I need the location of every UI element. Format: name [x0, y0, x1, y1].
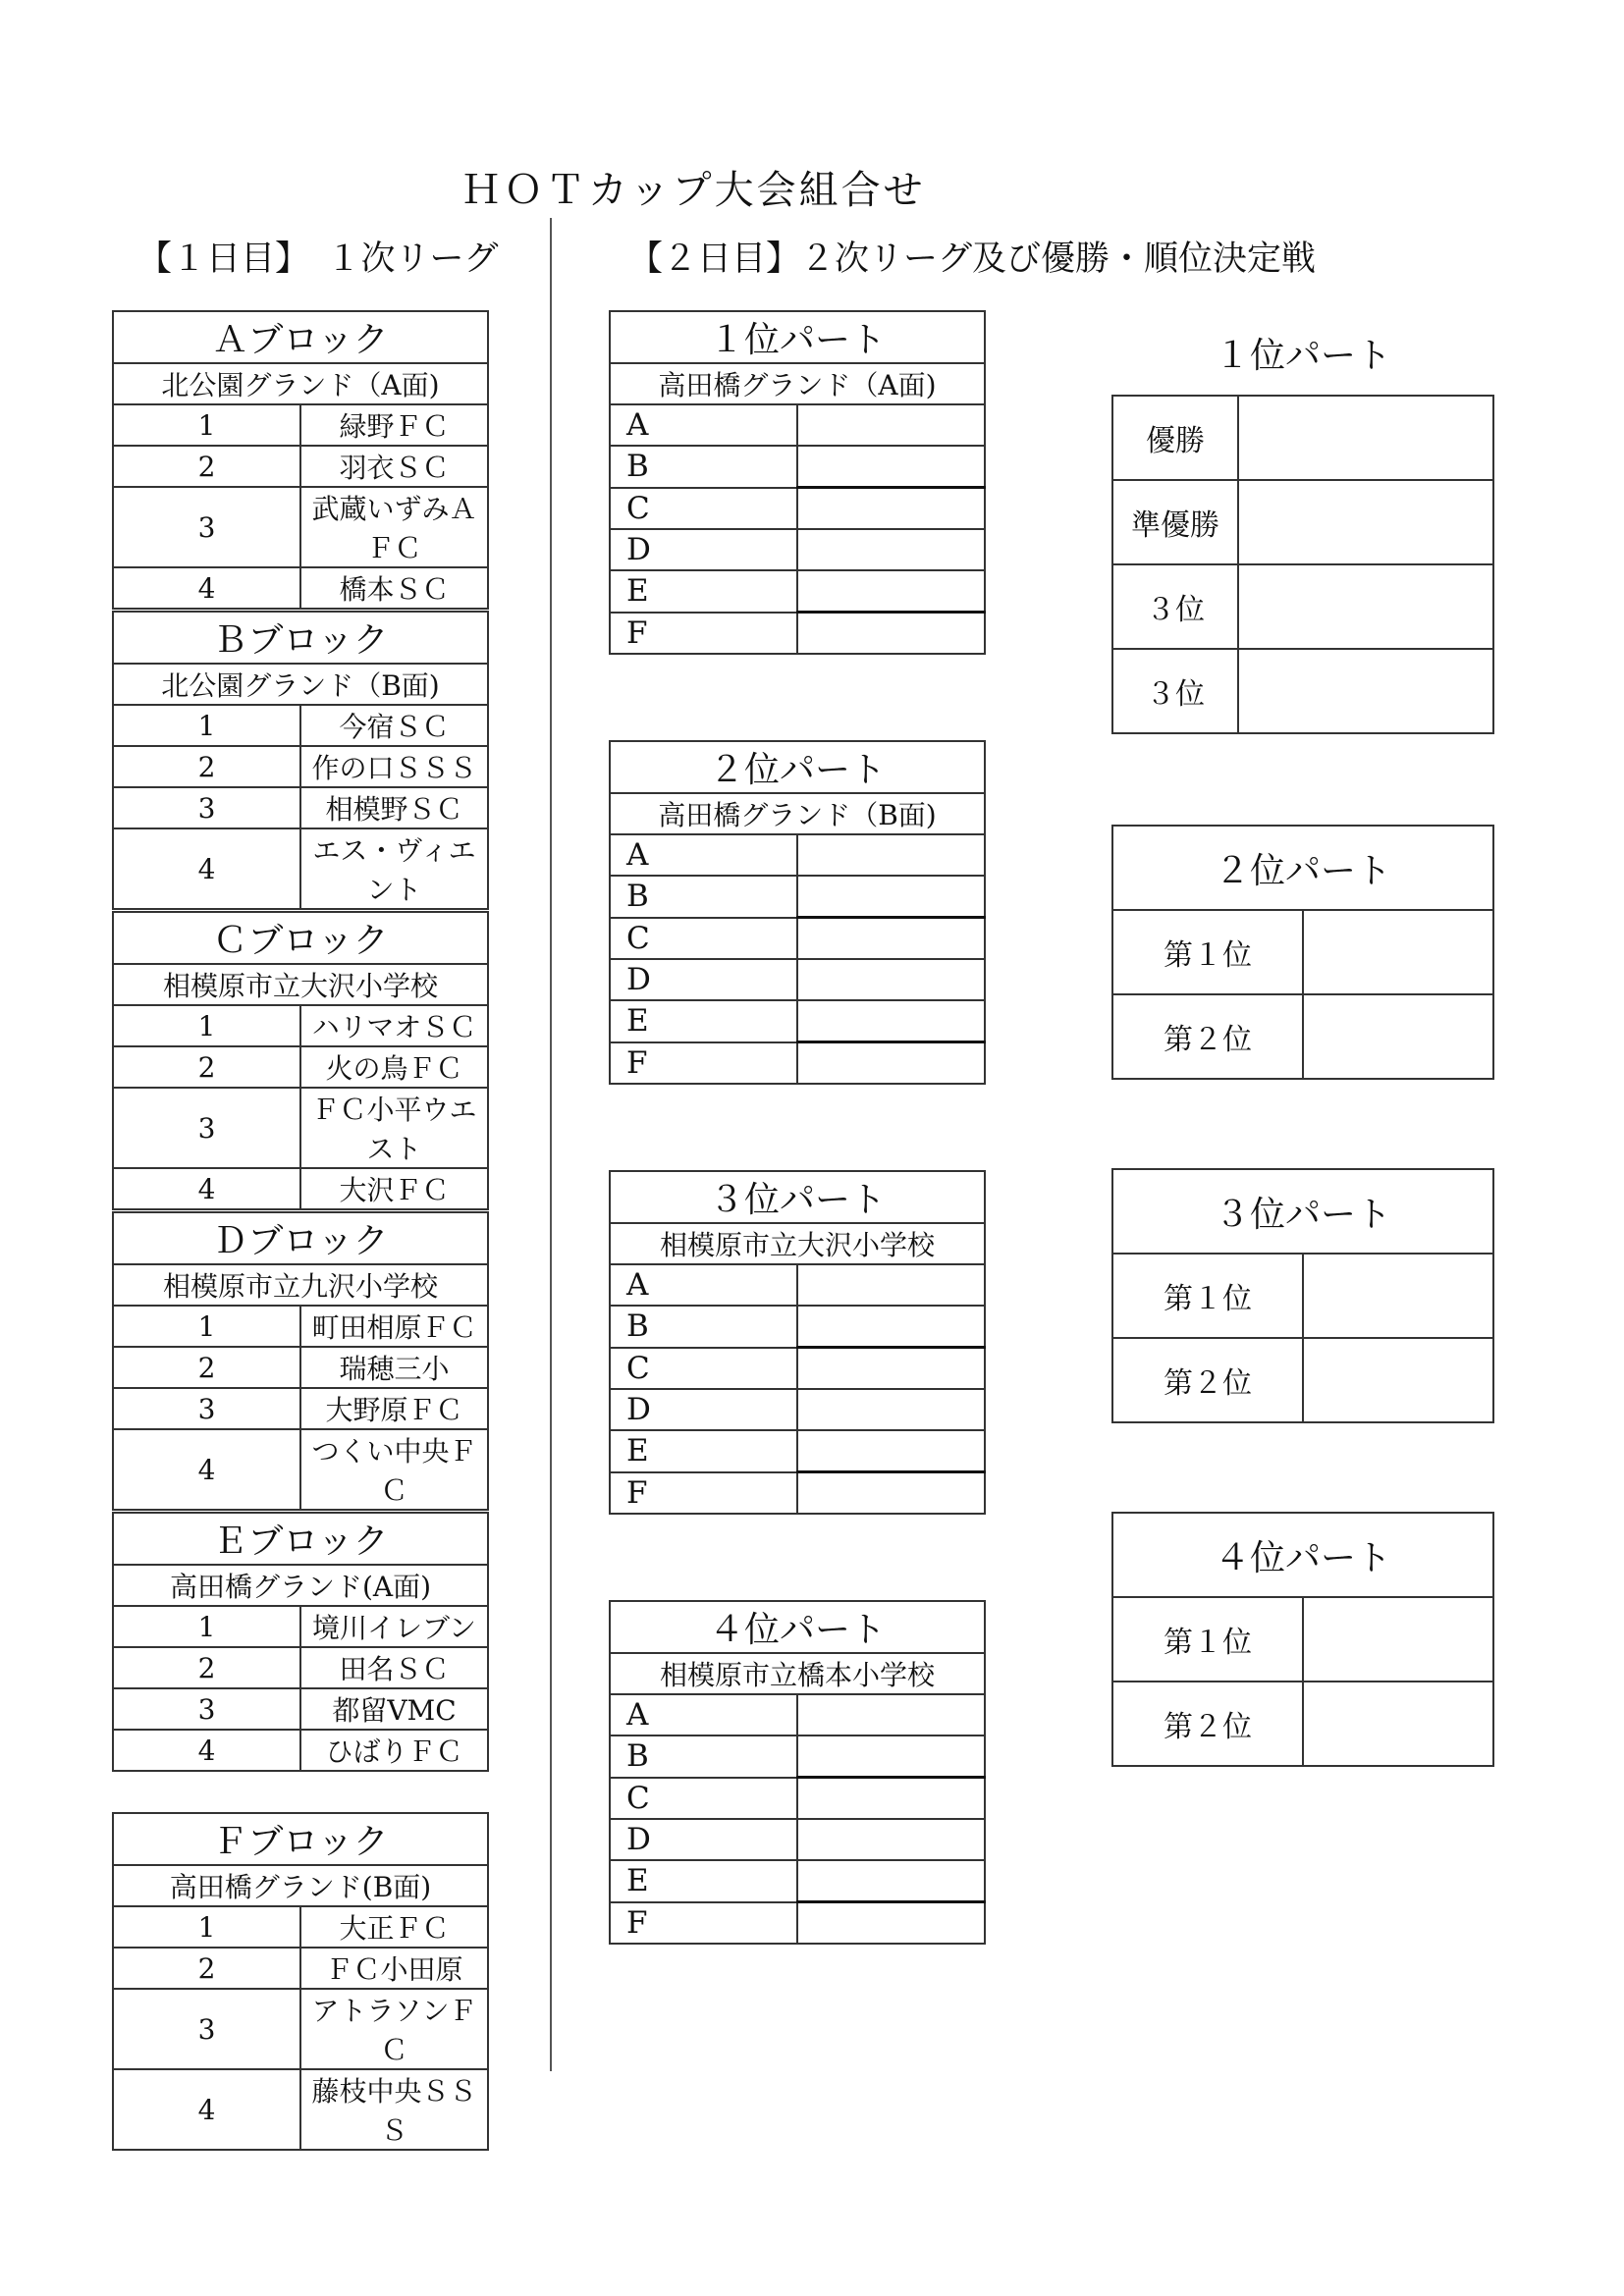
slot-label: A [610, 1694, 797, 1735]
result-blank [1303, 910, 1493, 994]
team-row [113, 1347, 488, 1388]
slot-label: E [610, 570, 797, 613]
team-number: 1 [113, 404, 300, 446]
team-row [113, 1688, 488, 1730]
result-blank [1303, 1338, 1493, 1422]
team-name: 境川イレブン [300, 1606, 488, 1647]
team-row [113, 1730, 488, 1771]
slot-label: E [610, 1430, 797, 1472]
team-row [113, 567, 488, 609]
part-venue: 高田橋グランド（B面) [610, 793, 985, 834]
block-name: Ｅブロック [113, 1513, 488, 1565]
slot-label: E [610, 1000, 797, 1042]
slot-row [610, 876, 985, 918]
team-number: 1 [113, 1606, 300, 1647]
team-number: 2 [113, 746, 300, 787]
slot-blank [797, 959, 985, 1000]
team-number: 3 [113, 787, 300, 828]
team-name: 武蔵いずみＡＦＣ [300, 487, 488, 567]
slot-blank [797, 1694, 985, 1735]
slot-row [610, 446, 985, 488]
slot-row [610, 1430, 985, 1472]
slot-blank [797, 404, 985, 446]
team-row [113, 787, 488, 828]
slot-row [610, 1694, 985, 1735]
slot-row [610, 1306, 985, 1348]
slot-label: C [610, 488, 797, 530]
block-name: Ｄブロック [113, 1212, 488, 1264]
team-name: 橋本ＳＣ [300, 567, 488, 609]
team-number: 1 [113, 1306, 300, 1347]
slot-blank [797, 1430, 985, 1472]
slot-blank [797, 1860, 985, 1902]
result-blank [1303, 1682, 1493, 1766]
slot-row [610, 1472, 985, 1515]
result-label: ３位 [1112, 649, 1238, 733]
day2-heading: 【２日目】２次リーグ及び優勝・順位決定戦 [628, 240, 1317, 279]
block-venue: 高田橋グランド(A面) [113, 1565, 488, 1606]
team-name: 大沢ＦＣ [300, 1168, 488, 1209]
slot-row [610, 1860, 985, 1902]
team-row [113, 1168, 488, 1209]
team-row [113, 746, 488, 787]
team-number: 3 [113, 1088, 300, 1168]
slot-label: A [610, 834, 797, 876]
team-number: 2 [113, 1347, 300, 1388]
part-2-table [609, 740, 986, 1085]
page-title: ＨＯＴカップ大会組合せ [461, 168, 926, 213]
team-row [113, 2069, 488, 2150]
team-row [113, 1306, 488, 1347]
team-row [113, 1906, 488, 1948]
slot-blank [797, 1042, 985, 1085]
slot-label: B [610, 876, 797, 918]
block-venue: 相模原市立九沢小学校 [113, 1264, 488, 1306]
team-number: 2 [113, 1948, 300, 1989]
slot-row [610, 1778, 985, 1820]
slot-blank [797, 488, 985, 530]
slot-blank [797, 876, 985, 918]
result-label: 第１位 [1112, 1597, 1303, 1682]
day1-heading: 【１日目】 １次リーグ [137, 240, 499, 279]
block-b-table [112, 611, 489, 910]
slot-label: B [610, 446, 797, 488]
part-venue: 相模原市立大沢小学校 [610, 1223, 985, 1264]
team-name: 大野原ＦＣ [300, 1388, 488, 1429]
results-part-3-table [1111, 1168, 1494, 1423]
team-name: 緑野ＦＣ [300, 404, 488, 446]
team-row [113, 1429, 488, 1510]
team-row [113, 1088, 488, 1168]
result-part-name: ２位パート [1112, 826, 1493, 910]
slot-label: F [610, 1472, 797, 1515]
block-d-table [112, 1211, 489, 1511]
part-name: ４位パート [610, 1601, 985, 1653]
part-venue: 相模原市立橋本小学校 [610, 1653, 985, 1694]
result-part-name: ３位パート [1112, 1169, 1493, 1254]
slot-row [610, 959, 985, 1000]
slot-label: C [610, 1778, 797, 1820]
team-row [113, 1005, 488, 1046]
slot-row [610, 1348, 985, 1390]
slot-row [610, 1902, 985, 1945]
slot-blank [797, 1902, 985, 1945]
team-number: 2 [113, 1046, 300, 1088]
team-number: 1 [113, 1906, 300, 1948]
block-e-table [112, 1512, 489, 1772]
result-label: 第２位 [1112, 1338, 1303, 1422]
team-row [113, 705, 488, 746]
slot-label: F [610, 613, 797, 655]
slot-label: C [610, 918, 797, 960]
team-number: 4 [113, 1168, 300, 1209]
slot-blank [797, 1264, 985, 1306]
slot-label: B [610, 1735, 797, 1778]
team-number: 4 [113, 567, 300, 609]
team-name: 都留VMC [300, 1688, 488, 1730]
block-venue: 北公園グランド（B面) [113, 664, 488, 705]
slot-label: A [610, 404, 797, 446]
slot-label: F [610, 1042, 797, 1085]
slot-row [610, 1042, 985, 1085]
results-part-2-table [1111, 825, 1494, 1080]
slot-label: D [610, 529, 797, 570]
slot-row [610, 488, 985, 530]
results-part-4-table [1111, 1512, 1494, 1767]
slot-blank [797, 1735, 985, 1778]
block-a-table [112, 310, 489, 610]
slot-blank [797, 1472, 985, 1515]
team-name: 羽衣ＳＣ [300, 446, 488, 487]
block-venue: 高田橋グランド(B面) [113, 1865, 488, 1906]
team-row [113, 828, 488, 909]
slot-row [610, 1389, 985, 1430]
block-f-table [112, 1812, 489, 2151]
slot-blank [797, 446, 985, 488]
team-name: エス・ヴィエント [300, 828, 488, 909]
team-name: ハリマオＳＣ [300, 1005, 488, 1046]
slot-row [610, 1264, 985, 1306]
slot-blank [797, 529, 985, 570]
team-name: つくい中央ＦＣ [300, 1429, 488, 1510]
block-c-table [112, 911, 489, 1210]
result-blank [1238, 649, 1493, 733]
block-venue: 相模原市立大沢小学校 [113, 964, 488, 1005]
team-number: 4 [113, 828, 300, 909]
slot-row [610, 1735, 985, 1778]
team-row [113, 1606, 488, 1647]
result-label: 準優勝 [1112, 480, 1238, 564]
team-name: ひばりＦＣ [300, 1730, 488, 1771]
team-row [113, 1647, 488, 1688]
team-number: 3 [113, 1989, 300, 2069]
team-number: 1 [113, 1005, 300, 1046]
team-number: 3 [113, 1688, 300, 1730]
result-label: 第２位 [1112, 994, 1303, 1079]
slot-blank [797, 918, 985, 960]
slot-blank [797, 1348, 985, 1390]
slot-label: E [610, 1860, 797, 1902]
result-blank [1303, 994, 1493, 1079]
part-3-table [609, 1170, 986, 1515]
results-part-1-table [1111, 395, 1494, 734]
block-name: Ａブロック [113, 311, 488, 363]
slot-blank [797, 1306, 985, 1348]
result-blank [1238, 396, 1493, 480]
slot-label: D [610, 1389, 797, 1430]
slot-label: B [610, 1306, 797, 1348]
result-label: 第１位 [1112, 1254, 1303, 1338]
block-name: Ｃブロック [113, 912, 488, 964]
result-part-name: ４位パート [1112, 1513, 1493, 1597]
team-name: ＦＣ小平ウエスト [300, 1088, 488, 1168]
result-blank [1238, 564, 1493, 649]
team-name: 田名ＳＣ [300, 1647, 488, 1688]
team-row [113, 404, 488, 446]
block-venue: 北公園グランド（A面) [113, 363, 488, 404]
slot-blank [797, 613, 985, 655]
team-row [113, 487, 488, 567]
slot-label: A [610, 1264, 797, 1306]
team-name: ＦＣ小田原 [300, 1948, 488, 1989]
team-name: アトラソンＦＣ [300, 1989, 488, 2069]
slot-blank [797, 1778, 985, 1820]
slot-row [610, 918, 985, 960]
column-divider [550, 218, 552, 2071]
slot-row [610, 1819, 985, 1860]
block-name: Ｂブロック [113, 612, 488, 664]
part-1-table [609, 310, 986, 655]
slot-blank [797, 834, 985, 876]
slot-blank [797, 570, 985, 613]
team-number: 1 [113, 705, 300, 746]
team-row [113, 446, 488, 487]
part-venue: 高田橋グランド（A面) [610, 363, 985, 404]
team-row [113, 1989, 488, 2069]
part-4-table [609, 1600, 986, 1945]
team-name: 藤枝中央ＳＳＳ [300, 2069, 488, 2150]
team-name: 火の鳥ＦＣ [300, 1046, 488, 1088]
team-number: 4 [113, 2069, 300, 2150]
team-row [113, 1948, 488, 1989]
part-name: ３位パート [610, 1171, 985, 1223]
result-label: 優勝 [1112, 396, 1238, 480]
team-number: 4 [113, 1730, 300, 1771]
slot-row [610, 1000, 985, 1042]
team-name: 作の口ＳＳＳ [300, 746, 488, 787]
team-row [113, 1388, 488, 1429]
result-label: 第２位 [1112, 1682, 1303, 1766]
block-name: Ｆブロック [113, 1813, 488, 1865]
slot-blank [797, 1389, 985, 1430]
team-name: 今宿ＳＣ [300, 705, 488, 746]
slot-label: D [610, 959, 797, 1000]
part-name: １位パート [610, 311, 985, 363]
slot-label: D [610, 1819, 797, 1860]
slot-blank [797, 1819, 985, 1860]
slot-row [610, 834, 985, 876]
result-blank [1303, 1254, 1493, 1338]
slot-row [610, 404, 985, 446]
slot-row [610, 529, 985, 570]
result-blank [1238, 480, 1493, 564]
team-number: 4 [113, 1429, 300, 1510]
result-blank [1303, 1597, 1493, 1682]
result-label: ３位 [1112, 564, 1238, 649]
team-name: 大正ＦＣ [300, 1906, 488, 1948]
part-name: ２位パート [610, 741, 985, 793]
team-name: 町田相原ＦＣ [300, 1306, 488, 1347]
results-part-1-title: １位パート [1214, 336, 1391, 376]
team-name: 相模野ＳＣ [300, 787, 488, 828]
result-label: 第１位 [1112, 910, 1303, 994]
team-number: 3 [113, 1388, 300, 1429]
slot-row [610, 570, 985, 613]
team-number: 2 [113, 1647, 300, 1688]
team-number: 3 [113, 487, 300, 567]
team-number: 2 [113, 446, 300, 487]
slot-label: F [610, 1902, 797, 1945]
team-name: 瑞穂三小 [300, 1347, 488, 1388]
team-row [113, 1046, 488, 1088]
slot-blank [797, 1000, 985, 1042]
slot-label: C [610, 1348, 797, 1390]
slot-row [610, 613, 985, 655]
